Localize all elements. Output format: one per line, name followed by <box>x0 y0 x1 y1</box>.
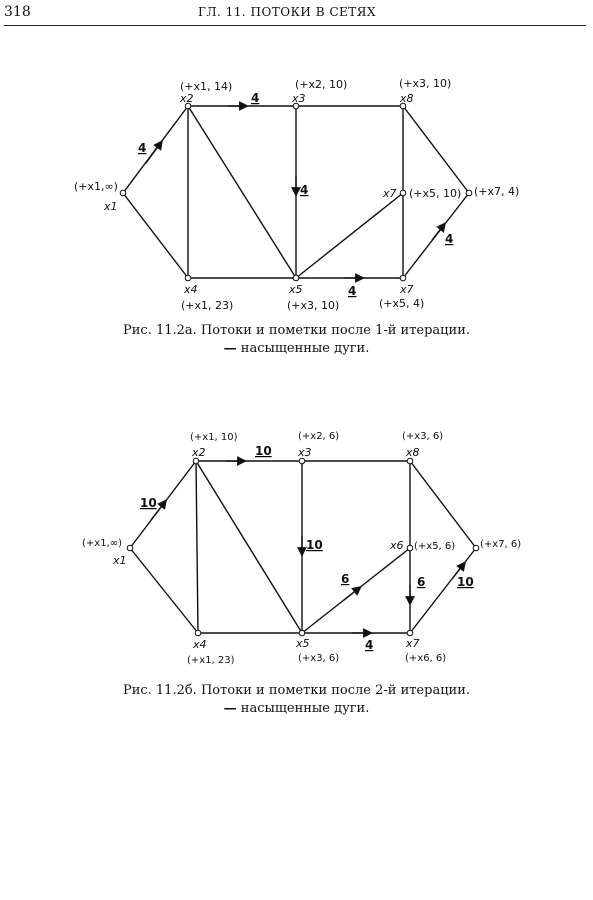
flow-x1-x2: 10 <box>140 496 157 510</box>
caption-dash: — <box>223 701 237 716</box>
label-x1: x1 <box>113 554 127 567</box>
flow-x2-x3: 4 <box>251 91 260 105</box>
flow-x1-x2: 4 <box>138 141 147 155</box>
node-x7 <box>407 630 413 636</box>
mark-x1: (+x1,∞) <box>74 180 118 193</box>
mark-x5: (+x3, 10) <box>287 299 340 312</box>
edge-x5-x6 <box>296 193 403 278</box>
label-x4: x4 <box>184 283 198 296</box>
caption-line-2-text: насыщенные дуги. <box>236 701 370 716</box>
label-x8: x8 <box>406 446 420 459</box>
edge-x1-x4 <box>130 548 198 633</box>
header-rule <box>4 25 586 26</box>
flow-x7-t: 4 <box>445 232 454 246</box>
mark-x4: (+x1, 23) <box>181 299 234 312</box>
mark-x8: (+x3, 10) <box>399 77 452 90</box>
node-x3 <box>299 458 305 464</box>
network-diagram-2 <box>0 415 593 680</box>
node-x2 <box>193 458 199 464</box>
caption-figure-11-2b <box>0 682 593 718</box>
flow-x5-x7: 4 <box>365 638 374 652</box>
mark-x2: (+x1, 10) <box>190 432 238 443</box>
node-x1 <box>120 190 126 196</box>
flow-x2-x3: 10 <box>255 444 272 458</box>
mark-x5: (+x3, 6) <box>298 653 340 664</box>
node-t <box>473 545 479 551</box>
flow-x6-x7: 6 <box>417 575 426 589</box>
figure-11-2b <box>0 415 593 680</box>
caption-line-2-text: насыщенные дуги. <box>236 341 370 356</box>
mark-x1: (+x1,∞) <box>82 538 122 549</box>
mark-x4: (+x1, 23) <box>187 655 235 666</box>
running-head: ГЛ. 11. ПОТОКИ В СЕТЯХ <box>198 5 377 19</box>
node-t <box>466 190 472 196</box>
flow-arrows <box>146 106 443 278</box>
caption-dash: — <box>223 341 237 356</box>
mark-x6: (+x5, 10) <box>409 187 462 200</box>
mark-t: (+x7, 6) <box>480 539 522 550</box>
label-x2: x2 <box>192 446 206 459</box>
edge-x1-x4 <box>123 193 188 278</box>
node-labels <box>112 446 420 651</box>
label-x7: x7 <box>400 283 414 296</box>
label-x1: x1 <box>104 200 118 213</box>
label-x3: x3 <box>292 92 306 105</box>
label-x6: x6 <box>390 539 404 552</box>
mark-x8: (+x3, 6) <box>402 431 444 442</box>
arrow-x7-t <box>432 226 443 240</box>
caption-line-2 <box>0 700 593 718</box>
flow-x3-x5: 4 <box>300 183 309 197</box>
node-x4 <box>185 275 191 281</box>
node-x1 <box>127 545 133 551</box>
edge-x2-x5 <box>196 461 302 633</box>
label-x4: x4 <box>193 638 207 651</box>
mark-t: (+x7, 4) <box>474 185 520 198</box>
edge-x8-t <box>410 461 476 548</box>
flow-x5-x7: 4 <box>348 284 357 298</box>
page-number: 318 <box>4 4 31 20</box>
arrow-x5-x6 <box>344 589 358 600</box>
node-labels <box>103 92 414 296</box>
edge-x7-t <box>410 548 476 633</box>
edge-x2-x4 <box>196 461 198 633</box>
label-x7: x7 <box>406 637 420 650</box>
mark-x6: (+x5, 6) <box>414 541 456 552</box>
figure-11-2a <box>0 60 593 320</box>
label-x8: x8 <box>400 92 414 105</box>
caption-figure-11-2a <box>0 322 593 358</box>
arrow-x1-x2 <box>146 144 160 163</box>
page-header <box>0 0 593 26</box>
edge-x8-t <box>403 106 469 193</box>
label-x3: x3 <box>298 446 312 459</box>
node-x6 <box>400 190 406 196</box>
mark-x7: (+x6, 6) <box>405 653 447 664</box>
caption-line-1: Рис. 11.2а. Потоки и пометки после 1-й итерации. <box>123 323 470 338</box>
flow-x5-x6: 6 <box>341 572 350 586</box>
mark-x2: (+x1, 14) <box>180 80 233 93</box>
label-x5: x5 <box>296 637 310 650</box>
node-x5 <box>293 275 299 281</box>
mark-x3: (+x2, 6) <box>298 431 340 442</box>
network-diagram-1 <box>0 60 593 320</box>
flow-x7-t: 10 <box>457 575 474 589</box>
mark-x3: (+x2, 10) <box>295 78 348 91</box>
label-x2: x2 <box>180 92 194 105</box>
node-x7 <box>400 275 406 281</box>
flow-x3-x5: 10 <box>306 538 323 552</box>
caption-line-1: Рис. 11.2б. Потоки и пометки после 2-й итерации. <box>122 683 471 698</box>
caption-line-2 <box>0 340 593 358</box>
node-x4 <box>195 630 201 636</box>
mark-x7: (+x5, 4) <box>379 297 425 310</box>
label-x6: x7 <box>383 187 397 200</box>
node-x6 <box>407 545 413 551</box>
label-x5: x5 <box>289 283 303 296</box>
node-x8 <box>407 458 413 464</box>
node-x5 <box>299 630 305 636</box>
edge-x2-x5 <box>188 106 296 278</box>
